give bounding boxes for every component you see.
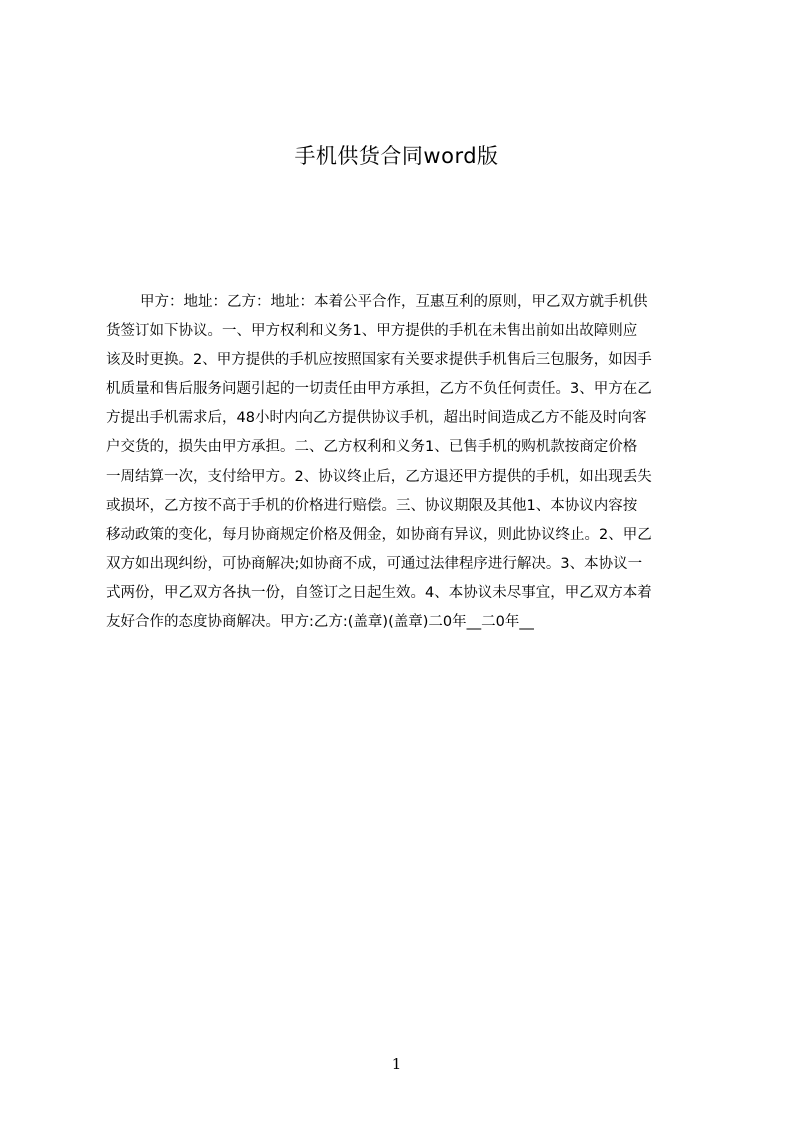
body-line: 货签订如下协议。一、甲方权利和义务1、甲方提供的手机在未售出前如出故障则应 [106,323,638,340]
contract-body [106,288,793,637]
body-line: 方提出手机需求后，48小时内向乙方提供协议手机，超出时间造成乙方不能及时向客 [106,410,647,427]
page-number: 1 [391,1055,402,1073]
body-line: 移动政策的变化，每月协商规定价格及佣金，如协商有异议，则此协议终止。2、甲乙 [106,526,652,543]
body-line: 友好合作的态度协商解决。甲方:乙方:(盖章)(盖章)二0年__二0年__ [106,614,534,631]
body-line: 或损坏，乙方按不高于手机的价格进行赔偿。三、协议期限及其他1、本协议内容按 [106,497,638,514]
body-line: 机质量和售后服务问题引起的一切责任由甲方承担，乙方不负任何责任。3、甲方在乙 [106,381,652,398]
body-line: 式两份，甲乙双方各执一份，自签订之日起生效。4、本协议未尽事宜，甲乙双方本着 [106,584,652,601]
body-line: 甲方：地址：乙方：地址：本着公平合作，互惠互利的原则，甲乙双方就手机供 [140,294,648,310]
body-line: 该及时更换。2、甲方提供的手机应按照国家有关要求提供手机售后三包服务，如因手 [106,352,652,369]
document-title: 手机供货合同word版 [294,144,499,168]
body-line: 一周结算一次，支付给甲方。2、协议终止后，乙方退还甲方提供的手机，如出现丢失 [106,468,652,485]
body-line: 双方如出现纠纷，可协商解决;如协商不成，可通过法律程序进行解决。3、本协议一 [106,555,643,572]
body-line: 户交货的，损失由甲方承担。二、乙方权利和义务1、已售手机的购机款按商定价格 [106,439,638,456]
